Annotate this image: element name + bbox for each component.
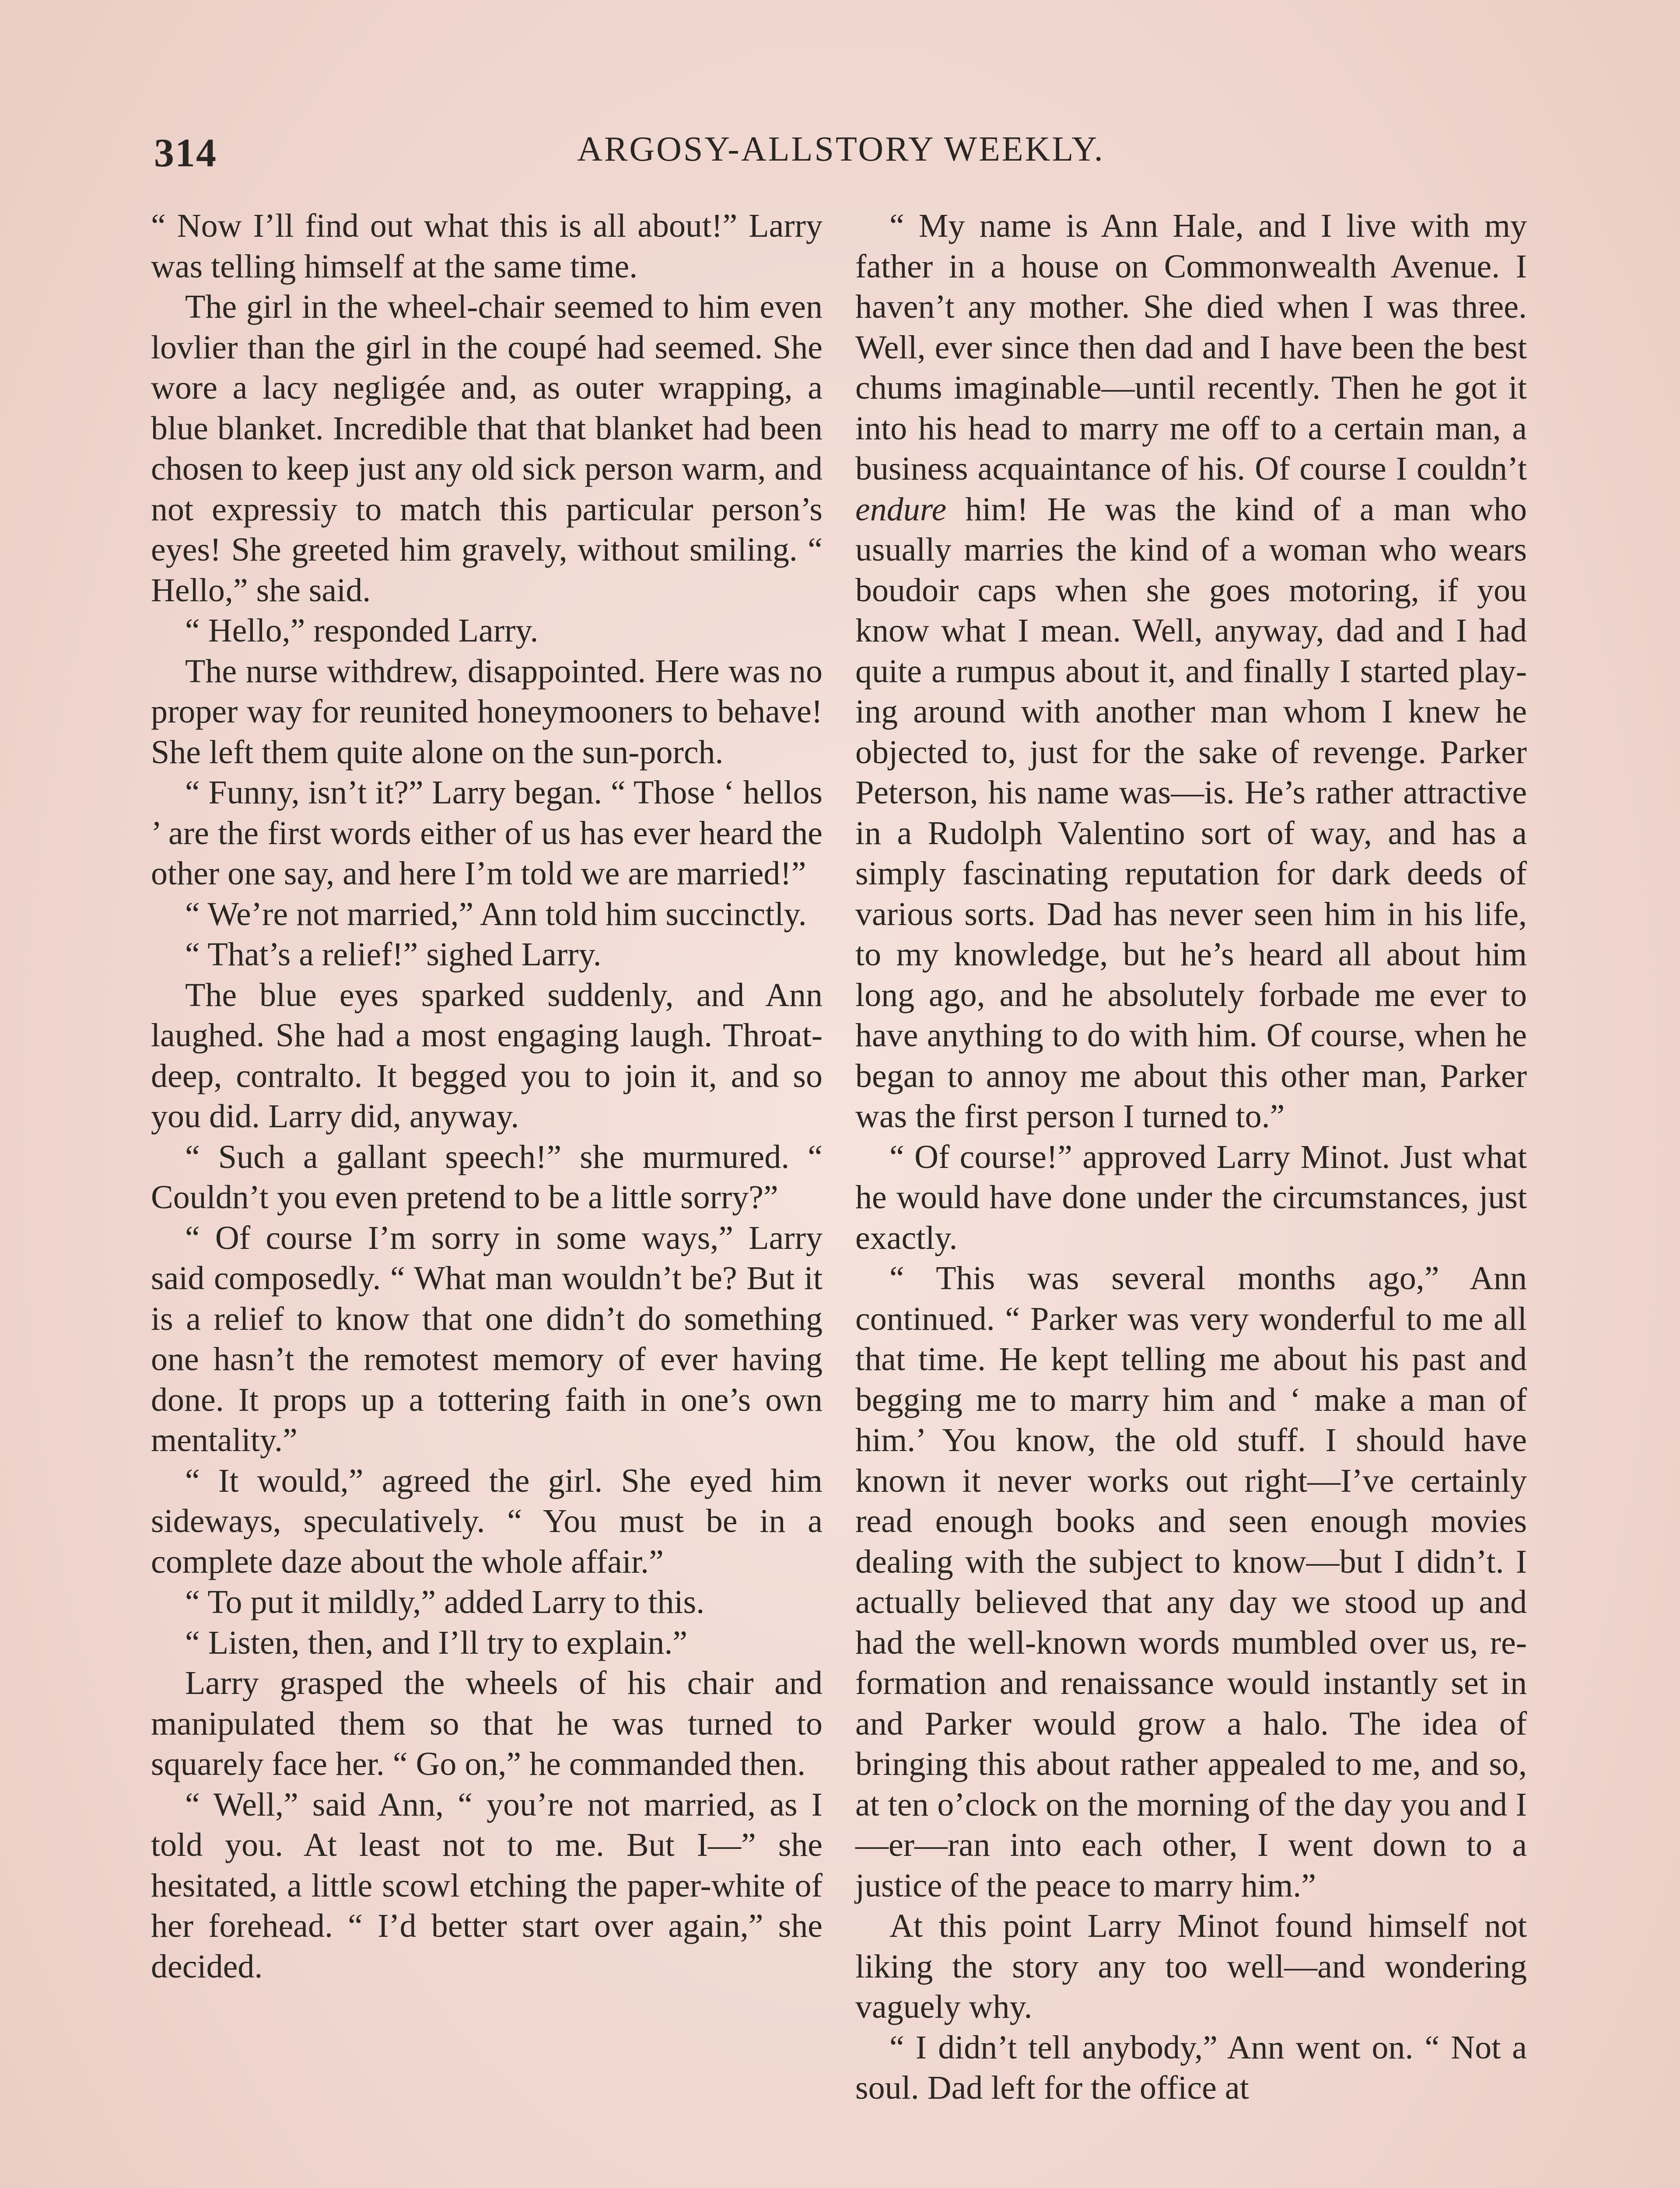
page-number: 314 (154, 130, 217, 175)
paragraph: “ Such a gallant speech!” she murmured. “ Couldn’t you even pretend to be a little sorry?” (151, 1138, 822, 1216)
paragraph: The nurse withdrew, disappointed. Here was no proper way for reunited honeymooners to behave! She left them quite alone on the sun-porch. (151, 652, 822, 771)
paragraph: “ Well,” said Ann, “ you’re not married, as I told you. At least not to me. But I—” she hesitated, a little scowl etching the paper-white of her forehead. “ I’d better start over again,” she decided. (151, 1786, 822, 1985)
paragraph: “ Listen, then, and I’ll try to explain.” (185, 1624, 688, 1661)
paragraph: The blue eyes sparked suddenly, and Ann laughed. She had a most engaging laugh. Throat-deep, contralto. It begged you to join it, and so you did. Larry did, anyway. (151, 976, 822, 1135)
paragraph: “ This was several months ago,” Ann continued. “ Parker was very wonderful to me all that time. He kept telling me about his past and begging me to marry him and ‘ make a man of him.’ You know, the old stuff. I should have known it never works out right—I’ve certainly read enough books and seen enough movies dealing with the subject to know—but I didn’t. I actually believed that any day we stood up and had the well-known words mumbled over us, reformation and renaissance would instantly set in and Parker would grow a halo. The idea of bringing this about rather appealed to me, and so, at ten o’clock on the morning of the day you and I—er—ran into each other, I went down to a justice of the peace to marry him.” (855, 1260, 1527, 1904)
paragraph (855, 206, 1527, 1137)
paragraph: “ Funny, isn’t it?” Larry began. “ Those ‘ hellos ’ are the first words either of us has ever heard the other one say, and here I’m told we are married!” (151, 774, 822, 892)
paragraph-text: him! He was the kind of a man who usually marries the kind of a woman who wears boudoir caps when she goes motoring, if you know what I mean. Well, anyway, dad and I had quite a rumpus about it, and finally I started playing around with another man whom I knew he objected to, just for the sake of revenge. Parker Peterson, his name was—is. He’s rather attractive in a Rudolph Valentino sort of way, and has a simply fascinating reputation for dark deeds of various sorts. Dad has never seen him in his life, to my knowledge, but he’s heard all about him long ago, and he absolutely forbade me ever to have anything to do with him. Of course, when he began to annoy me about this other man, Parker was the first person I turned to.” (855, 491, 1527, 1135)
paragraph: “ Now I’ll find out what this is all about!” Larry was telling himself at the same time. (151, 207, 822, 285)
paragraph: The girl in the wheel-chair seemed to him even lovlier than the girl in the coupé had seemed. She wore a lacy negligée and, as outer wrapping, a blue blanket. Incredible that that blanket had been chosen to keep just any old sick person warm, and not expressiy to match this particular person’s eyes! She greeted him gravely, without smiling. “ Hello,” she said. (151, 288, 822, 609)
paragraph: “ I didn’t tell anybody,” Ann went on. “ Not a soul. Dad left for the office at (855, 2029, 1527, 2106)
paragraph: At this point Larry Minot found himself not liking the story any too well—and wondering vaguely why. (855, 1907, 1527, 2025)
paragraph: “ It would,” agreed the girl. She eyed him sideways, speculatively. “ You must be in a complete daze about the whole affair.” (151, 1462, 822, 1580)
paragraph: “ Of course I’m sorry in some ways,” Larry said composedly. “ What man wouldn’t be? But it is a relief to know that one didn’t do something one hasn’t the remotest memory of ever having done. It props up a tottering faith in one’s own mentality.” (151, 1219, 822, 1459)
paragraph: “ Of course!” approved Larry Minot. Just what he would have done under the circumstances, just exactly. (855, 1138, 1527, 1256)
emphasized-word: endure (855, 491, 947, 528)
paragraph-text: “ My name is Ann Hale, and I live with my father in a house on Commonwealth Avenue. I haven’t any mother. She died when I was three. Well, ever since then dad and I have been the best chums imaginable—until recently. Then he got it into his head to marry me off to a certain man, a business acquaintance of his. Of course I couldn’t (855, 207, 1527, 487)
paragraph: “ That’s a relief!” sighed Larry. (185, 936, 602, 973)
paragraph: “ Hello,” responded Larry. (185, 612, 539, 649)
left-column (151, 206, 822, 1987)
right-column (855, 206, 1527, 2108)
paragraph: Larry grasped the wheels of his chair and manipulated them so that he was turned to squarely face her. “ Go on,” he commanded then. (151, 1665, 822, 1782)
paragraph: “ To put it mildly,” added Larry to this. (185, 1584, 705, 1620)
page-header (154, 130, 1528, 182)
running-head: ARGOSY-ALLSTORY WEEKLY. (577, 130, 1105, 168)
paragraph: “ We’re not married,” Ann told him succinctly. (185, 895, 807, 933)
